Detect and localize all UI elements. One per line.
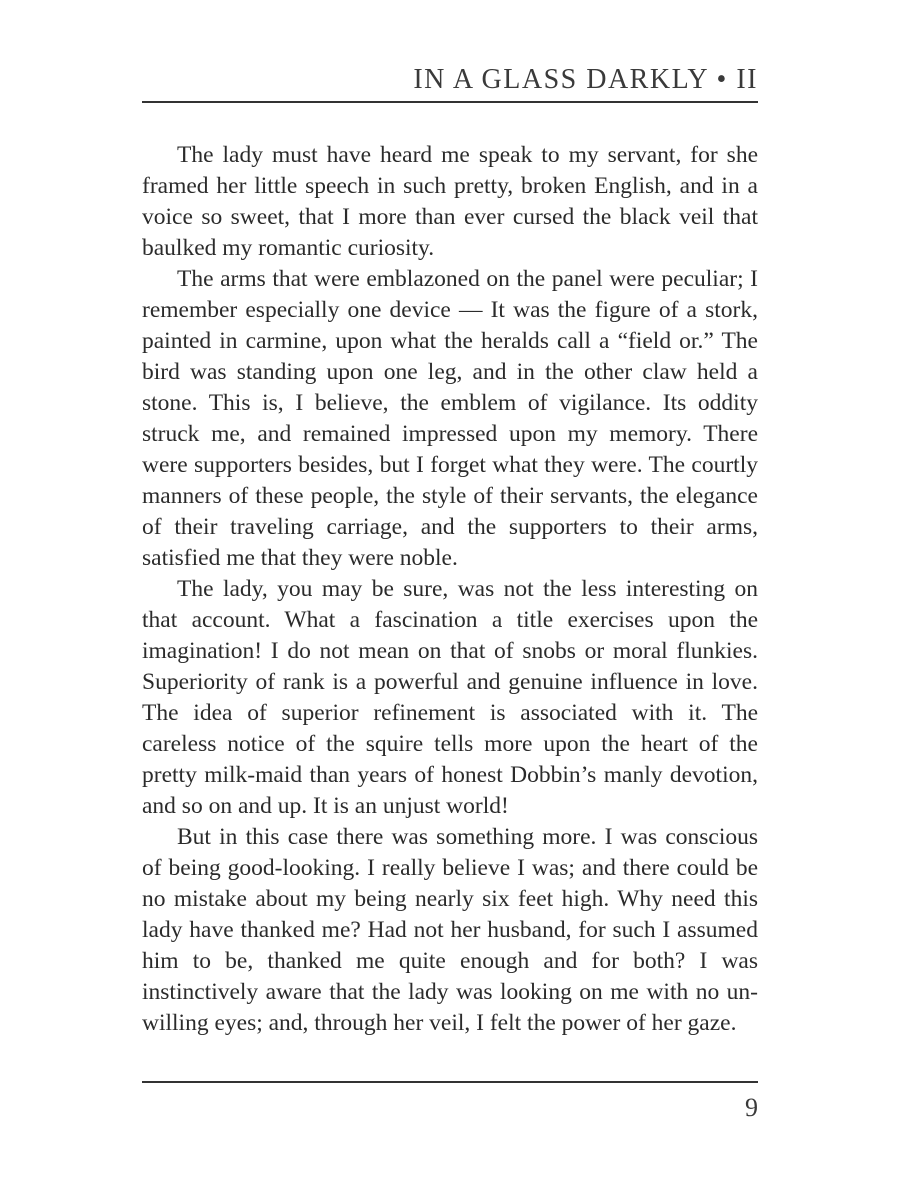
body-text — [142, 140, 758, 1039]
header-rule — [142, 101, 758, 103]
running-head: IN A GLASS DARKLY • II — [413, 64, 758, 95]
paragraph: But in this case there was something more. I was conscious of being good-looking. I really believe I was; and there could be no mistake about my being nearly six feet high. Why need this lady have thanked me? Had not her husband, for such I assumed him to be, thanked me quite enough and for both? I was instinctively aware that the lady was looking on me with no unwilling eyes; and, through her veil, I felt the power of her gaze. — [142, 824, 758, 1036]
footer-rule — [142, 1081, 758, 1083]
page-number: 9 — [745, 1093, 758, 1122]
paragraph: The arms that were emblazoned on the panel were peculiar; I remember especially one device — It was the figure of a stork, painted in carmine, upon what the heralds call a “field or.” The bird was standing upon one leg, and in the other claw held a stone. This is, I believe, the emblem of vigilance. Its oddity struck me, and remained impressed upon my memory. There were supporters besides, but I forget what they were. The courtly manners of these people, the style of their servants, the elegance of their traveling carriage, and the supporters to their arms, satisfied me that they were noble. — [142, 266, 758, 571]
paragraph: The lady must have heard me speak to my servant, for she framed her little speech in such pretty, broken English, and in a voice so sweet, that I more than ever cursed the black veil that baulked my romantic curiosity. — [142, 142, 758, 261]
paragraph: The lady, you may be sure, was not the less interesting on that account. What a fascination a title exercises upon the imagination! I do not mean on that of snobs or moral flunkies. Superiority of rank is a powerful and genuine influence in love. The idea of superior refinement is associated with it. The careless notice of the squire tells more upon the heart of the pretty milk-maid than years of honest Dobbin’s manly devotion, and so on and up. It is an unjust world! — [142, 576, 758, 819]
